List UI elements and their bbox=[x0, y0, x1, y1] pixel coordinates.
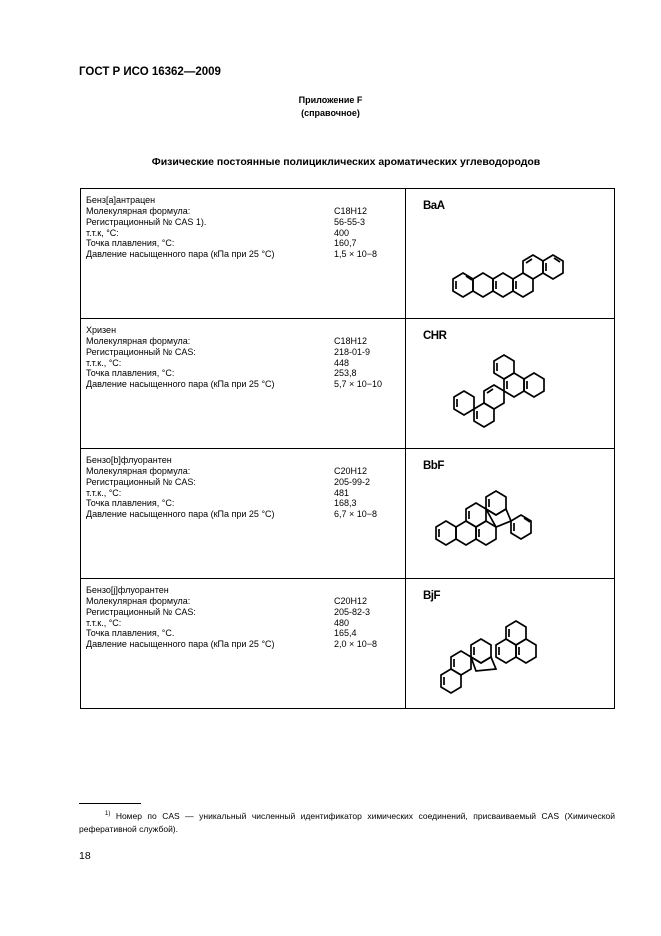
property-label: т.т.к, °С: bbox=[86, 227, 119, 238]
property-value: 160,7 bbox=[334, 238, 357, 249]
compound-abbreviation: CHR bbox=[423, 330, 447, 342]
property-value: 448 bbox=[334, 357, 350, 368]
property-label: т.т.к., °С: bbox=[86, 617, 122, 628]
footnote-marker: 1) bbox=[105, 811, 111, 817]
appendix-heading bbox=[0, 94, 661, 120]
property-label: Молекулярная формула: bbox=[86, 335, 191, 346]
property-label: Регистрационный № CAS: bbox=[86, 476, 196, 487]
table-row bbox=[81, 319, 615, 449]
property-row bbox=[81, 488, 405, 499]
document-id: ГОСТ Р ИСО 16362—2009 bbox=[79, 66, 221, 78]
compound-name: Бенз[а]антрацен bbox=[86, 195, 156, 205]
structure-cell bbox=[406, 319, 615, 449]
property-label: Давление насыщенного пара (кПа при 25 °С) bbox=[86, 249, 275, 260]
pah-constants-table bbox=[80, 188, 615, 709]
property-value: 218-01-9 bbox=[334, 346, 371, 357]
property-label: Регистрационный № CAS: bbox=[86, 606, 196, 617]
property-label: Регистрационный № CAS: bbox=[86, 346, 196, 357]
property-row bbox=[81, 628, 405, 639]
property-label: Точка плавления, °С: bbox=[86, 498, 175, 509]
structure-cell bbox=[406, 189, 615, 319]
footnote bbox=[79, 808, 615, 836]
property-label: т.т.к., °С: bbox=[86, 357, 122, 368]
property-row bbox=[81, 238, 405, 249]
structure-cell bbox=[406, 449, 615, 579]
property-row bbox=[81, 596, 405, 607]
property-row bbox=[81, 639, 405, 650]
property-label: Регистрационный № CAS 1). bbox=[86, 216, 207, 227]
property-row bbox=[81, 607, 405, 618]
property-row bbox=[81, 368, 405, 379]
property-row bbox=[81, 358, 405, 369]
property-value: 56-55-3 bbox=[334, 216, 366, 227]
property-label: Точка плавления, °С: bbox=[86, 238, 175, 249]
property-value: 480 bbox=[334, 617, 350, 628]
property-row bbox=[81, 618, 405, 629]
property-row bbox=[81, 347, 405, 358]
property-label: Давление насыщенного пара (кПа при 25 °С) bbox=[86, 379, 275, 390]
property-label: Давление насыщенного пара (кПа при 25 °С) bbox=[86, 639, 275, 650]
page-number: 18 bbox=[79, 850, 91, 862]
compound-properties-cell bbox=[81, 319, 406, 449]
compound-name: Хризен bbox=[86, 325, 117, 335]
property-row bbox=[81, 477, 405, 488]
property-value: 2,0 × 10−8 bbox=[334, 639, 378, 650]
property-value: C20H12 bbox=[334, 465, 368, 476]
property-value: 1,5 × 10−8 bbox=[334, 249, 378, 260]
property-label: т.т.к., °С: bbox=[86, 487, 122, 498]
footnote-text: Номер по CAS — уникальный численный идентификатор химических соединений, присваиваемый CAS (Химической реферативной службой). bbox=[79, 810, 615, 834]
appendix-title: Приложение F bbox=[298, 95, 363, 105]
table-row bbox=[81, 579, 615, 709]
property-label: Молекулярная формула: bbox=[86, 205, 191, 216]
table-row bbox=[81, 189, 615, 319]
property-value: 205-99-2 bbox=[334, 476, 371, 487]
compound-abbreviation: BjF bbox=[423, 590, 441, 602]
property-row bbox=[81, 249, 405, 260]
table-row bbox=[81, 449, 615, 579]
footnote-separator bbox=[79, 803, 141, 804]
compound-name: Бензо[j]флуорантен bbox=[86, 585, 169, 595]
compound-name: Бензо[b]флуорантен bbox=[86, 455, 172, 465]
property-value: 5,7 × 10−10 bbox=[334, 379, 383, 390]
appendix-subtitle: (справочное) bbox=[301, 108, 360, 118]
property-value: 400 bbox=[334, 227, 350, 238]
property-label: Молекулярная формула: bbox=[86, 595, 191, 606]
property-label: Точка плавления, °С. bbox=[86, 628, 175, 639]
property-value: C20H12 bbox=[334, 595, 368, 606]
compound-abbreviation: BbF bbox=[423, 460, 444, 472]
section-title: Физические постоянные полициклических ароматических углеводородов bbox=[151, 156, 541, 168]
property-row bbox=[81, 379, 405, 390]
property-row bbox=[81, 509, 405, 520]
compound-properties-cell bbox=[81, 189, 406, 319]
property-row bbox=[81, 217, 405, 228]
property-value: 205-82-3 bbox=[334, 606, 371, 617]
property-row bbox=[81, 206, 405, 217]
property-label: Молекулярная формула: bbox=[86, 465, 191, 476]
property-row bbox=[81, 336, 405, 347]
property-value: 168,3 bbox=[334, 498, 357, 509]
property-value: 481 bbox=[334, 487, 350, 498]
compound-properties-cell bbox=[81, 449, 406, 579]
property-row bbox=[81, 228, 405, 239]
property-row bbox=[81, 498, 405, 509]
structure-cell bbox=[406, 579, 615, 709]
property-value: C18H12 bbox=[334, 335, 368, 346]
property-value: 165,4 bbox=[334, 628, 357, 639]
property-value: 6,7 × 10−8 bbox=[334, 509, 378, 520]
property-row bbox=[81, 466, 405, 477]
property-label: Точка плавления, °С: bbox=[86, 368, 175, 379]
property-label: Давление насыщенного пара (кПа при 25 °С) bbox=[86, 509, 275, 520]
compound-properties-cell bbox=[81, 579, 406, 709]
property-value: C18H12 bbox=[334, 205, 368, 216]
property-value: 253,8 bbox=[334, 368, 357, 379]
compound-abbreviation: BaA bbox=[423, 200, 445, 212]
